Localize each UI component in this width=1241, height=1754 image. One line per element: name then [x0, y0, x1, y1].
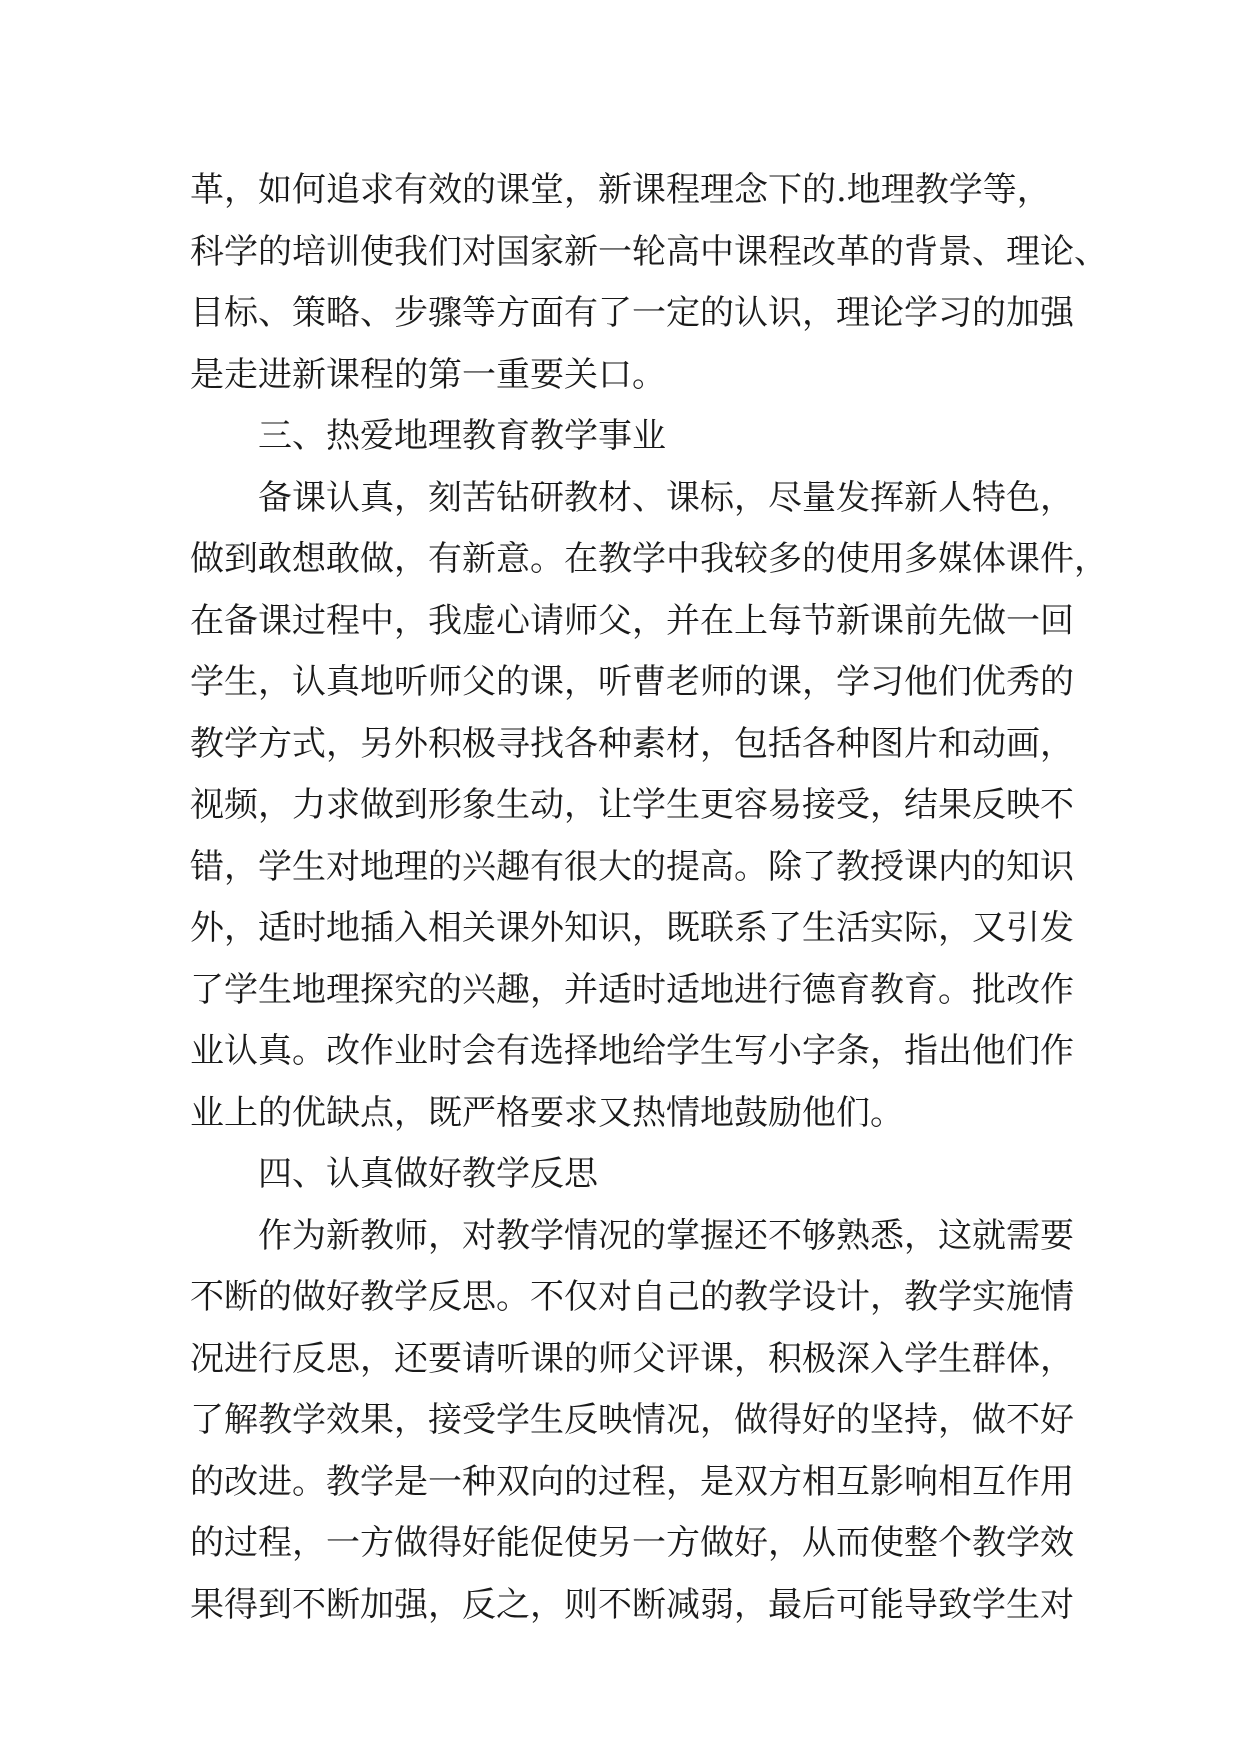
text-line: 在备课过程中，我虚心请师父，并在上每节新课前先做一回 — [190, 600, 1074, 641]
text-line: 外，适时地插入相关课外知识，既联系了生活实际，又引发 — [190, 908, 1074, 948]
text-line: 是走进新课程的第一重要关口。 — [190, 354, 666, 395]
text-line: 错，学生对地理的兴趣有很大的提高。除了教授课内的知识 — [190, 846, 1074, 887]
text-line: 的过程，一方做得好能促使另一方做好，从而使整个教学效 — [190, 1523, 1074, 1563]
text-line: 业上的优缺点，既严格要求又热情地鼓励他们。 — [190, 1092, 904, 1133]
text-line: 果得到不断加强，反之，则不断减弱，最后可能导致学生对 — [190, 1584, 1074, 1625]
text-line: 科学的培训使我们对国家新一轮高中课程改革的背景、理论、 — [190, 231, 1108, 272]
text-line: 备课认真，刻苦钻研教材、课标，尽量发挥新人特色， — [258, 477, 1074, 518]
text-line: 教学方式，另外积极寻找各种素材，包括各种图片和动画， — [190, 723, 1074, 764]
section-heading: 四、认真做好教学反思 — [258, 1154, 598, 1194]
text-line: 做到敢想敢做，有新意。在教学中我较多的使用多媒体课件， — [190, 539, 1108, 579]
text-line: 学生，认真地听师父的课，听曹老师的课，学习他们优秀的 — [190, 662, 1074, 702]
text-line: 目标、策略、步骤等方面有了一定的认识，理论学习的加强 — [190, 293, 1074, 333]
section-heading: 三、热爱地理教育教学事业 — [258, 416, 666, 456]
text-line: 业认真。改作业时会有选择地给学生写小字条，指出他们作 — [190, 1031, 1074, 1071]
text-line: 了学生地理探究的兴趣，并适时适地进行德育教育。批改作 — [190, 969, 1074, 1010]
text-line: 革，如何追求有效的课堂，新课程理念下的.地理教学等， — [190, 170, 1051, 210]
text-line: 了解教学效果，接受学生反映情况，做得好的坚持，做不好 — [190, 1400, 1074, 1440]
text-line: 不断的做好教学反思。不仅对自己的教学设计，教学实施情 — [190, 1277, 1074, 1317]
text-line: 的改进。教学是一种双向的过程，是双方相互影响相互作用 — [190, 1461, 1074, 1502]
text-line: 况进行反思，还要请听课的师父评课，积极深入学生群体， — [190, 1338, 1074, 1379]
body-text — [190, 160, 1108, 1636]
text-line: 视频，力求做到形象生动，让学生更容易接受，结果反映不 — [190, 785, 1074, 825]
text-line: 作为新教师，对教学情况的掌握还不够熟悉，这就需要 — [258, 1215, 1074, 1256]
